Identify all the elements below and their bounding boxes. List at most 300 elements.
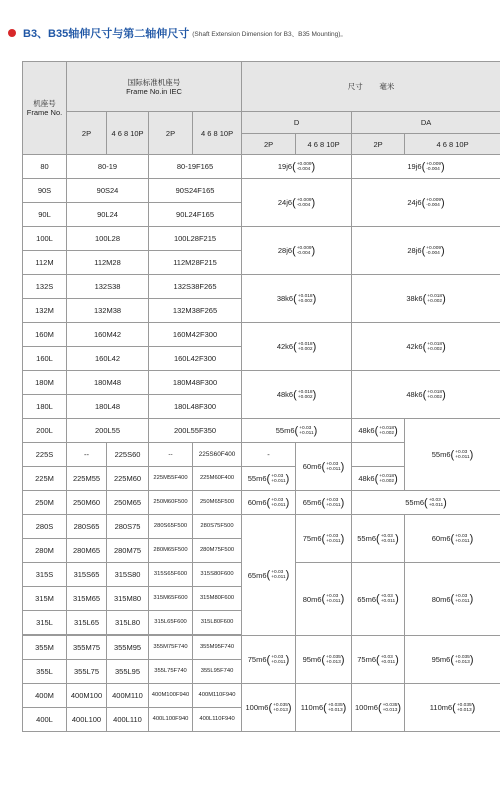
paren-open: ( (377, 701, 382, 714)
page-title (8, 24, 347, 42)
fit-base: 48k6 (406, 390, 423, 399)
iec-cell: 400L110F940 (193, 708, 242, 732)
fit-base: 80m6 (431, 594, 451, 604)
paren-open: ( (293, 292, 297, 305)
fit-cell (405, 419, 500, 491)
iec-cell: 132S38 (67, 275, 149, 299)
upper-deviation: +0.035 (273, 702, 288, 708)
da-header: DA (352, 112, 500, 134)
paren-close: ) (395, 532, 399, 545)
iec-cell: 315S80 (107, 563, 149, 587)
fit-cell (242, 227, 352, 275)
paren-open: ( (292, 244, 296, 257)
frame-header-cn: 机座号 (33, 99, 56, 108)
iec-cell: 355M95 (107, 636, 149, 660)
lower-deviation: +0.011 (271, 575, 286, 580)
paren-close: ) (342, 701, 347, 714)
iec-cell: 280M75 (107, 539, 149, 563)
upper-deviation: +0.03 (271, 473, 284, 479)
paren-open: ( (321, 532, 326, 545)
paren-close: ) (469, 532, 474, 545)
tolerance-values (455, 450, 469, 460)
iec-cell: 200L55 (67, 419, 149, 443)
upper-deviation: +0.018 (297, 389, 313, 395)
iec-cell: 225M60 (107, 467, 149, 491)
fit-cell (242, 371, 352, 419)
upper-deviation: +0.018 (427, 293, 443, 299)
lower-deviation: +0.013 (273, 707, 288, 713)
frame-cell: 315M (23, 587, 67, 611)
frame-cell: 355M (23, 636, 67, 660)
paren-close: ) (285, 472, 290, 485)
upper-deviation: +0.009 (426, 197, 442, 203)
paren-close: ) (394, 424, 398, 437)
iec-header-cn: 国际标准机座号 (127, 77, 181, 87)
upper-deviation: +0.009 (426, 245, 442, 251)
da-2p-header: 2P (352, 134, 405, 155)
tolerance-values (271, 655, 285, 665)
fit-cell (352, 684, 405, 732)
paren-open: ( (321, 593, 326, 605)
tolerance-values (455, 534, 469, 544)
frame-cell: 250M (23, 491, 67, 515)
iec-cell: 400M100F940 (149, 684, 193, 708)
iec-cell: 250M60 (67, 491, 107, 515)
fit-cell (352, 371, 500, 419)
fit-base: 75m6 (247, 655, 267, 664)
paren-open: ( (450, 532, 455, 545)
fit-base: 19j6 (277, 162, 293, 171)
frame-cell: 400L (23, 708, 67, 732)
tolerance-fit (277, 390, 316, 400)
paren-open: ( (421, 196, 426, 209)
fit-base: 95m6 (431, 655, 451, 664)
paren-close: ) (311, 244, 316, 257)
iec-cell: 280M65F500 (149, 539, 193, 563)
lower-deviation: +0.013 (326, 659, 341, 665)
fit-cell (352, 515, 405, 563)
fit-base: 110m6 (300, 703, 324, 712)
upper-deviation: +0.018 (427, 389, 443, 395)
iec-cell: 315M65 (67, 587, 107, 611)
lower-deviation: -0.004 (296, 250, 311, 256)
tolerance-fit (248, 498, 290, 508)
lower-deviation: -0.004 (426, 202, 440, 208)
tolerance-fit (303, 498, 345, 508)
iec-cell: 400L100 (67, 708, 107, 732)
paren-open: ( (452, 701, 456, 714)
iec-cell: 160L42F300 (149, 347, 242, 371)
tolerance-values (326, 594, 340, 604)
lower-deviation: +0.002 (427, 346, 443, 352)
lower-deviation: -0.004 (296, 202, 311, 208)
iec-cell: 112M28 (67, 251, 149, 275)
tolerance-fit (248, 570, 290, 580)
lower-deviation: +0.011 (380, 599, 396, 604)
lower-deviation: +0.011 (380, 659, 396, 665)
tolerance-fit (248, 474, 290, 484)
paren-open: ( (450, 653, 455, 666)
fit-base: 65m6 (357, 594, 377, 604)
tolerance-values (455, 655, 470, 665)
fit-cell (405, 636, 500, 684)
fit-cell (296, 684, 352, 732)
tolerance-values (427, 390, 442, 400)
paren-open: ( (266, 472, 271, 485)
paren-close: ) (285, 653, 290, 666)
iec-cell: 160M42F300 (149, 323, 242, 347)
lower-deviation: +0.011 (326, 538, 341, 544)
iec-cell: 90S24F165 (149, 179, 242, 203)
paren-close: ) (394, 472, 398, 485)
iec-cell: 280M75F500 (193, 539, 242, 563)
upper-deviation: +0.03 (428, 497, 441, 503)
iec-cell: 80-19F165 (149, 155, 242, 179)
fit-cell (352, 419, 405, 443)
lower-deviation: +0.013 (456, 707, 472, 713)
frame-header (23, 62, 67, 155)
paren-open: ( (266, 653, 271, 666)
frame-cell: 100L (23, 227, 67, 251)
table-row (23, 227, 500, 251)
frame-cell: 315L (23, 611, 67, 635)
fit-cell (296, 563, 352, 636)
paren-open: ( (293, 340, 297, 353)
lower-deviation: +0.002 (379, 430, 395, 436)
iec-header-en: Frame No.in IEC (126, 86, 182, 96)
paren-open: ( (374, 472, 379, 485)
fit-base: 100m6 (245, 703, 269, 712)
lower-deviation: +0.011 (455, 599, 470, 604)
frame-cell: 80 (23, 155, 67, 179)
table-row (23, 515, 500, 539)
fit-base: 19j6 (407, 162, 422, 171)
upper-deviation: +0.018 (379, 473, 395, 479)
frame-cell: 160L (23, 347, 67, 371)
fit-cell (352, 227, 500, 275)
iec-cell: 315S80F600 (193, 563, 242, 587)
fit-cell (242, 419, 352, 443)
paren-close: ) (397, 701, 402, 714)
iec-cell: 250M65 (107, 491, 149, 515)
tolerance-values (298, 390, 313, 400)
iec-cell: 225M60F400 (193, 467, 242, 491)
iec-2p-header-a: 2P (67, 112, 107, 155)
tolerance-fit (406, 390, 445, 400)
upper-deviation: +0.03 (271, 497, 284, 503)
paren-close: ) (441, 244, 445, 257)
tolerance-values (298, 342, 313, 352)
paren-open: ( (376, 593, 380, 605)
tolerance-values (381, 594, 395, 604)
frame-cell: 315S (23, 563, 67, 587)
tolerance-values (326, 534, 340, 544)
lower-deviation: +0.011 (428, 502, 444, 508)
table-row (23, 491, 500, 515)
tolerance-fit (432, 534, 474, 544)
paren-close: ) (395, 593, 399, 605)
upper-deviation: +0.03 (455, 594, 468, 599)
fit-cell (352, 563, 405, 636)
d-header: D (242, 112, 352, 134)
table-row (23, 275, 500, 299)
iec-cell: 225M55F400 (149, 467, 193, 491)
upper-deviation: +0.018 (379, 425, 395, 431)
table-row (23, 155, 500, 179)
frame-cell: 160M (23, 323, 67, 347)
fit-base: 28j6 (277, 246, 293, 255)
tolerance-fit (407, 162, 444, 172)
upper-deviation: +0.035 (455, 654, 470, 660)
upper-deviation: +0.03 (326, 461, 339, 467)
paren-close: ) (312, 292, 317, 305)
empty-cell (352, 443, 405, 467)
iec-cell: 225M55 (67, 467, 107, 491)
tolerance-values (271, 498, 285, 508)
tolerance-values (299, 426, 313, 436)
paren-close: ) (340, 593, 345, 605)
paren-open: ( (266, 496, 271, 509)
fit-base: 80m6 (302, 594, 322, 604)
table-row (23, 179, 500, 203)
tolerance-values (326, 655, 341, 665)
tolerance-fit (432, 594, 474, 604)
paren-open: ( (292, 160, 296, 173)
paren-close: ) (285, 496, 290, 509)
tolerance-fit (406, 294, 445, 304)
fit-base: 28j6 (407, 246, 422, 255)
fit-base: 75m6 (302, 534, 322, 543)
lower-deviation: +0.002 (297, 346, 313, 352)
upper-deviation: +0.018 (297, 293, 313, 299)
iec-cell: 225S60F400 (193, 443, 242, 467)
lower-deviation: +0.002 (379, 478, 395, 484)
iec-cell: 160L42 (67, 347, 149, 371)
upper-deviation: +0.03 (326, 533, 339, 539)
iec-cell: 355L75 (67, 660, 107, 684)
d-4p-header: 4 6 8 10P (296, 134, 352, 155)
fit-base: 60m6 (247, 498, 267, 507)
paren-open: ( (293, 388, 297, 401)
tolerance-fit (432, 450, 474, 460)
paren-close: ) (340, 496, 345, 509)
paren-close: ) (471, 701, 476, 714)
upper-deviation: +0.03 (271, 570, 284, 575)
upper-deviation: +0.018 (427, 341, 443, 347)
fit-cell (242, 467, 296, 491)
lower-deviation: +0.011 (271, 478, 286, 484)
iec-cell: 355M75 (67, 636, 107, 660)
iec-cell: 280S75F500 (193, 515, 242, 539)
iec-cell: 315L65 (67, 611, 107, 635)
frame-cell: 280M (23, 539, 67, 563)
iec-cell: 400M100 (67, 684, 107, 708)
paren-close: ) (469, 448, 474, 461)
red-bullet-icon (8, 29, 16, 37)
tolerance-values (297, 246, 312, 256)
paren-open: ( (294, 424, 299, 437)
iec-cell: 100L28F215 (149, 227, 242, 251)
lower-deviation: +0.013 (455, 659, 470, 665)
paren-close: ) (312, 340, 317, 353)
fit-base: 95m6 (302, 655, 322, 664)
paren-close: ) (441, 160, 445, 173)
fit-cell (242, 323, 352, 371)
fit-cell (242, 684, 296, 732)
iec-cell: 355L95F740 (193, 660, 242, 684)
iec-cell: 315L80F600 (193, 611, 242, 635)
tolerance-fit (276, 426, 318, 436)
tolerance-fit (301, 703, 347, 713)
fit-cell (242, 491, 296, 515)
tolerance-values (326, 498, 340, 508)
upper-deviation: +0.03 (455, 533, 468, 539)
iec-cell: 355M75F740 (149, 636, 193, 660)
fit-cell (352, 636, 405, 684)
tolerance-values (273, 703, 288, 713)
paren-close: ) (285, 569, 290, 581)
iec-cell: 280S75 (107, 515, 149, 539)
iec-cell: -- (149, 443, 193, 467)
fit-base: 24j6 (277, 198, 293, 207)
iec-cell: 315L65F600 (149, 611, 193, 635)
iec-cell: 180L48F300 (149, 395, 242, 419)
iec-cell: 315S65F600 (149, 563, 193, 587)
iec-cell: 315S65 (67, 563, 107, 587)
table-row (23, 371, 500, 395)
unit-header-label: 毫米 (379, 82, 395, 91)
paren-open: ( (268, 701, 273, 714)
paren-open: ( (321, 496, 326, 509)
iec-cell: -- (67, 443, 107, 467)
lower-deviation: +0.002 (427, 394, 443, 400)
tolerance-values (326, 462, 340, 472)
tolerance-fit (357, 534, 399, 544)
lower-deviation: +0.011 (455, 454, 470, 460)
tolerance-fit (357, 594, 399, 604)
paren-close: ) (287, 701, 292, 714)
tolerance-fit (432, 655, 474, 665)
fit-base: 65m6 (247, 570, 267, 580)
paren-close: ) (311, 160, 316, 173)
iec-cell: 355M95F740 (193, 636, 242, 660)
fit-cell (242, 275, 352, 323)
fit-base: 55m6 (431, 450, 451, 459)
tolerance-values (457, 703, 472, 713)
frame-cell: 180M (23, 371, 67, 395)
upper-deviation: +0.03 (299, 425, 312, 431)
paren-close: ) (340, 532, 345, 545)
paren-close: ) (442, 292, 446, 305)
iec-cell: 355L95 (107, 660, 149, 684)
upper-deviation: +0.03 (326, 497, 339, 503)
iec-cell: 225S60 (107, 443, 149, 467)
fit-cell (405, 563, 500, 636)
frame-cell: 225S (23, 443, 67, 467)
frame-cell: 355L (23, 660, 67, 684)
upper-deviation: +0.03 (380, 654, 393, 660)
lower-deviation: +0.011 (271, 659, 286, 665)
fit-cell (405, 515, 500, 563)
iec-cell: 180L48 (67, 395, 149, 419)
tolerance-fit (277, 294, 316, 304)
iec-cell: 132M38 (67, 299, 149, 323)
iec-cell: 90L24F165 (149, 203, 242, 227)
fit-base: 38k6 (406, 294, 423, 303)
fit-base: 110m6 (429, 703, 453, 712)
fit-base: 55m6 (405, 498, 425, 507)
paren-close: ) (340, 460, 345, 473)
upper-deviation: +0.009 (296, 245, 312, 251)
table-row (23, 636, 500, 660)
upper-deviation: +0.03 (380, 594, 393, 599)
tolerance-values (271, 474, 285, 484)
table-row (23, 323, 500, 347)
iec-cell: 180M48F300 (149, 371, 242, 395)
tolerance-values (297, 162, 312, 172)
lower-deviation: +0.011 (326, 599, 341, 604)
upper-deviation: +0.035 (382, 702, 398, 708)
paren-close: ) (313, 424, 318, 437)
paren-open: ( (323, 701, 327, 714)
paren-open: ( (422, 340, 427, 353)
fit-base: 24j6 (407, 198, 422, 207)
tolerance-fit (303, 594, 345, 604)
iec-cell: 180M48 (67, 371, 149, 395)
tolerance-fit (406, 342, 445, 352)
fit-cell (296, 636, 352, 684)
fit-cell (242, 515, 296, 636)
frame-cell: 280S (23, 515, 67, 539)
fit-cell (352, 323, 500, 371)
iec-cell: 90S24 (67, 179, 149, 203)
paren-open: ( (376, 653, 380, 666)
frame-cell: 225M (23, 467, 67, 491)
paren-open: ( (450, 593, 455, 605)
fit-cell (242, 636, 296, 684)
paren-close: ) (442, 388, 446, 401)
upper-deviation: +0.009 (296, 197, 312, 203)
paren-close: ) (442, 340, 446, 353)
lower-deviation: +0.013 (327, 707, 343, 713)
lower-deviation: -0.004 (296, 166, 311, 172)
tolerance-fit (407, 198, 444, 208)
upper-deviation: +0.03 (455, 449, 468, 455)
fit-cell (352, 467, 405, 491)
tolerance-values (379, 426, 394, 436)
frame-cell: 200L (23, 419, 67, 443)
fit-base: 60m6 (302, 462, 322, 471)
iec-cell: 400L100F940 (149, 708, 193, 732)
iec-cell: 250M60F500 (149, 491, 193, 515)
lower-deviation: +0.002 (297, 394, 313, 400)
frame-cell: 90L (23, 203, 67, 227)
fit-base: 55m6 (275, 426, 295, 435)
tolerance-values (455, 594, 469, 604)
tolerance-fit (358, 426, 397, 436)
tolerance-values (383, 703, 398, 713)
table-row (23, 684, 500, 708)
size-header-label: 尺寸 (347, 82, 363, 91)
fit-base: 75m6 (357, 655, 377, 664)
iec-cell: 280M65 (67, 539, 107, 563)
fit-cell (296, 443, 352, 491)
tolerance-values (426, 162, 441, 172)
paren-open: ( (376, 532, 380, 545)
upper-deviation: +0.009 (426, 161, 442, 167)
frame-cell: 90S (23, 179, 67, 203)
tolerance-values (427, 294, 442, 304)
